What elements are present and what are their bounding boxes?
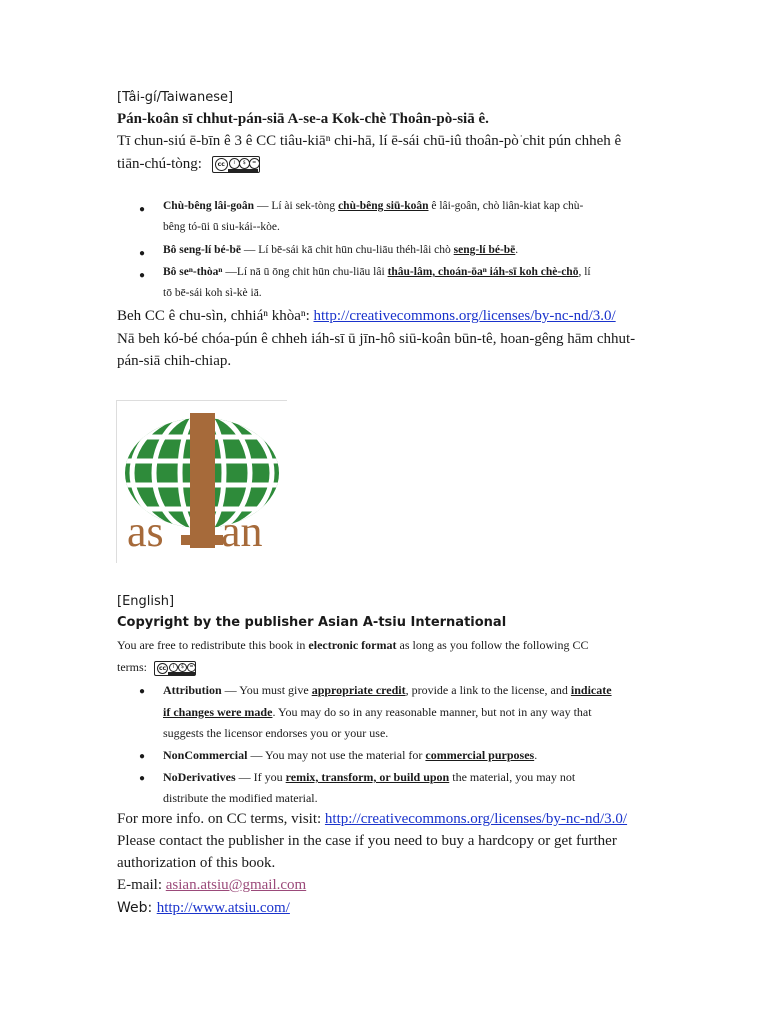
taigi-term-2: Bô seng-lí bé-bē — Lí bē-sái kā chit hūn chu-liāu théh-lâi chò seng-lí bé-bē. bbox=[163, 244, 519, 256]
english-term-noderivatives-line2: distribute the modified material. bbox=[163, 791, 318, 805]
taigi-title: Pán-koân sī chhut-pán-siā A-se-a Kok-chè Thoân-pò-siā ê. bbox=[117, 111, 489, 127]
bullet-icon: ● bbox=[139, 751, 146, 762]
taigi-contact-line1: Nā beh kó-bé chóa-pún ê chheh iáh-sī ū jīn-hô siū-koân būn-tê, hoan-gêng hām chhut- bbox=[117, 331, 636, 347]
email-line: E-mail: asian.atsiu@gmail.com bbox=[117, 877, 307, 893]
english-term-attribution: Attribution — You must give appropriate credit, provide a link to the license, and indicate bbox=[163, 683, 612, 697]
bullet-icon: ● bbox=[139, 248, 146, 259]
taigi-lang-tag: [Tâi-gí/Taiwanese] bbox=[117, 90, 234, 105]
cc-license-icon[interactable]: cc i $ = bbox=[212, 156, 260, 173]
english-cc-link[interactable]: http://creativecommons.org/licenses/by-nc-nd/3.0/ bbox=[324, 811, 628, 827]
bullet-icon: ● bbox=[139, 773, 146, 784]
english-title: Copyright by the publisher Asian A-tsiu International bbox=[117, 615, 507, 630]
web-link[interactable]: http://www.atsiu.com/ bbox=[156, 900, 290, 916]
english-intro-line2: terms: cc i $ = bbox=[117, 660, 196, 676]
english-term-noderivatives: NoDerivatives — If you remix, transform, or build upon the material, you may not bbox=[163, 770, 576, 784]
english-term-attribution-line3: suggests the licensor endorses you or your use. bbox=[163, 726, 389, 740]
taigi-intro-text: tiān-chú-tòng: bbox=[117, 156, 202, 172]
taigi-term-1: Chù-bêng lâi-goân — Lí ài sek-tòng chù-bêng siū-koân ê lâi-goân, chò liân-kiat kap chù- bbox=[163, 200, 584, 212]
logo-word-left: as bbox=[127, 507, 164, 556]
taigi-intro-line2 bbox=[117, 156, 260, 173]
logo-word-right: an bbox=[221, 507, 263, 556]
english-contact-line2: authorization of this book. bbox=[117, 855, 276, 871]
taigi-cc-link[interactable]: http://creativecommons.org/licenses/by-nc-nd/3.0/ bbox=[313, 308, 616, 324]
english-term-noncommercial: NonCommercial — You may not use the material for commercial purposes. bbox=[163, 748, 538, 762]
asian-logo bbox=[116, 400, 287, 563]
web-line: Web: http://www.atsiu.com/ bbox=[117, 900, 290, 916]
taigi-cc-info: Beh CC ê chu-sìn, chhiáⁿ khòaⁿ: http://creativecommons.org/licenses/by-nc-nd/3.0/ bbox=[117, 308, 616, 324]
english-lang-tag: [English] bbox=[117, 594, 175, 609]
taigi-term-3-line2: tō bē-sái koh sì-kè iā. bbox=[163, 287, 262, 299]
bullet-icon: ● bbox=[139, 686, 146, 697]
taigi-term-1-line2: bêng tó-ūi ū siu-kái--kòe. bbox=[163, 221, 280, 233]
english-intro-line1: You are free to redistribute this book in electronic format as long as you follow the following CC bbox=[117, 638, 589, 652]
email-link[interactable]: asian.atsiu@gmail.com bbox=[165, 877, 307, 893]
taigi-term-3: Bô seⁿ-thòaⁿ —Lí nā ū ōng chit hūn chu-liāu lâi thâu-lâm, choán-ōaⁿ iáh-sī koh chè-chō, lí bbox=[163, 266, 591, 278]
english-contact-line1: Please contact the publisher in the case if you need to buy a hardcopy or get further bbox=[117, 833, 617, 849]
english-term-attribution-line2: if changes were made. You may do so in any reasonable manner, but not in any way that bbox=[163, 705, 592, 719]
bullet-icon: ● bbox=[139, 270, 146, 281]
taigi-intro-line1: Tī chun-siú ē-bīn ê 3 ê CC tiâu-kiāⁿ chi-hā, lí ē-sái chū-iû thoân-pò͘ chit pún chheh ê bbox=[117, 133, 622, 149]
taigi-contact-line2: pán-siā chih-chiap. bbox=[117, 353, 232, 369]
english-more-info: For more info. on CC terms, visit: http://creativecommons.org/licenses/by-nc-nd/3.0/ bbox=[117, 811, 628, 827]
bullet-icon: ● bbox=[139, 204, 146, 215]
cc-license-icon[interactable]: cc i $ = bbox=[154, 661, 196, 676]
